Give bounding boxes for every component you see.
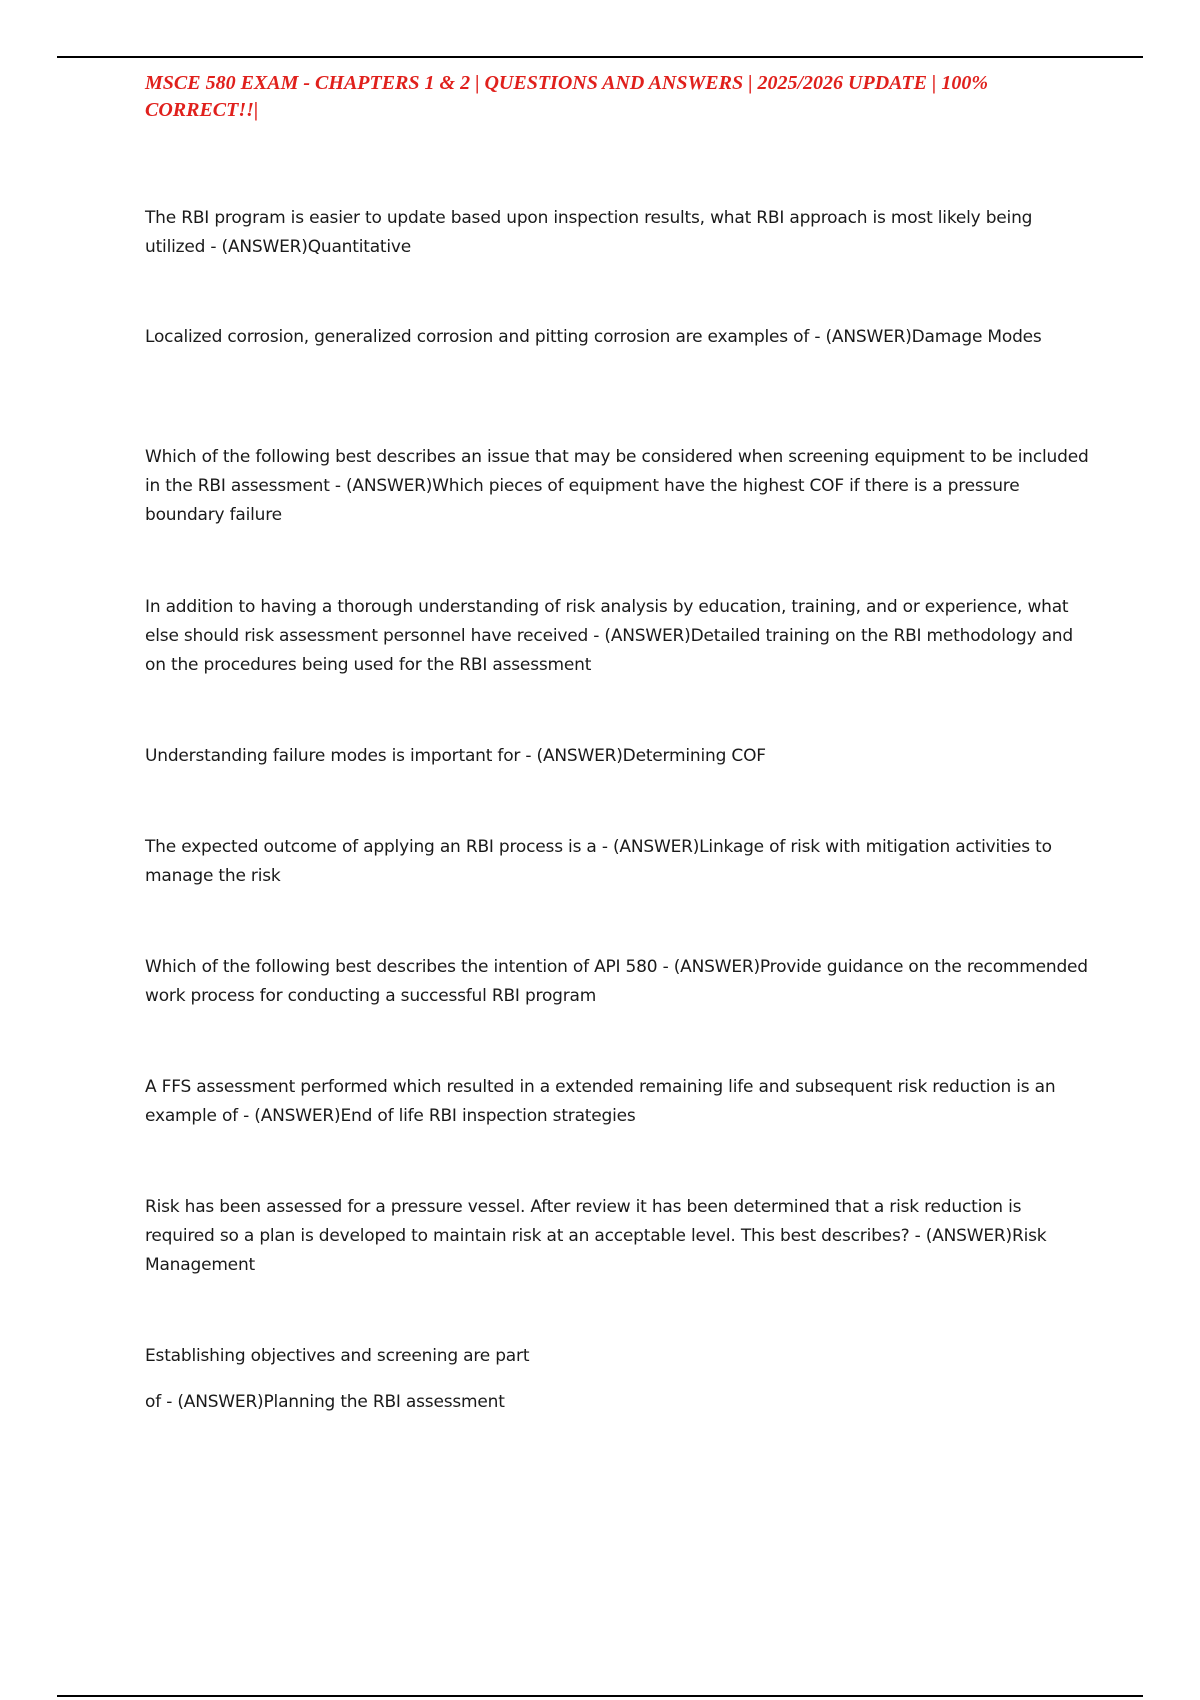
qa-item-9: Risk has been assessed for a pressure vessel. After review it has been determined that a risk reduction is required so a plan is developed to maintain risk at an acceptable level. This best describes? - (ANSWER)Risk Management: [145, 1197, 1047, 1275]
qa-item-8: A FFS assessment performed which resulted in a extended remaining life and subsequent risk reduction is an example of - (ANSWER)End of life RBI inspection strategies: [145, 1077, 1056, 1126]
qa-item-4: In addition to having a thorough understanding of risk analysis by education, training, and or experience, what else should risk assessment personnel have received - (ANSWER)Detailed training on the RBI methodology and on the procedures being used for the RBI assessment: [145, 597, 1073, 675]
qa-item-3: Which of the following best describes an issue that may be considered when screening equipment to be included in the RBI assessment - (ANSWER)Which pieces of equipment have the highest COF if there is a pressure boundary failure: [145, 447, 1089, 525]
qa-item-10: Establishing objectives and screening are part: [145, 1346, 530, 1366]
qa-item-7: Which of the following best describes the intention of API 580 - (ANSWER)Provide guidance on the recommended work process for conducting a successful RBI program: [145, 957, 1088, 1006]
qa-item-5: Understanding failure modes is important for - (ANSWER)Determining COF: [145, 746, 766, 766]
qa-item-6: The expected outcome of applying an RBI process is a - (ANSWER)Linkage of risk with mitigation activities to manage the risk: [145, 837, 1052, 886]
top-rule: [57, 56, 1143, 58]
qa-item-11: of - (ANSWER)Planning the RBI assessment: [145, 1392, 505, 1412]
document-title: MSCE 580 EXAM - CHAPTERS 1 & 2 | QUESTIONS AND ANSWERS | 2025/2026 UPDATE | 100% CORRECT!!|: [145, 72, 988, 121]
qa-item-1: The RBI program is easier to update based upon inspection results, what RBI approach is most likely being utilized - (ANSWER)Quantitative: [145, 208, 1033, 257]
qa-item-2: Localized corrosion, generalized corrosion and pitting corrosion are examples of - (ANSWER)Damage Modes: [145, 327, 1042, 347]
bottom-rule: [57, 1695, 1143, 1697]
